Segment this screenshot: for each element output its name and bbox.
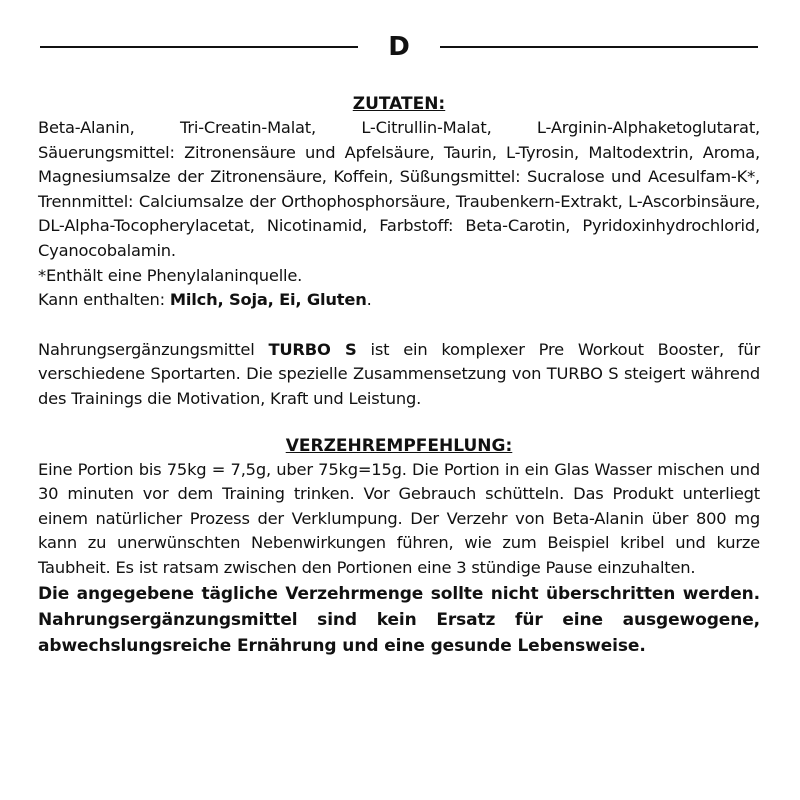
warning-text: Die angegebene tägliche Verzehrmenge sollte nicht überschritten werden. Nahrungsergänzungsmittel sind kein Ersatz für eine ausgewogene, abwechslungsreiche Ernährung und eine gesunde Lebensweise. <box>38 583 760 656</box>
allergen-list: Milch, Soja, Ei, Gluten <box>169 290 367 310</box>
ingredients-heading: ZUTATEN: <box>352 94 446 114</box>
recommendation-heading: VERZEHREMPFEHLUNG: <box>285 435 513 456</box>
header-rule-right <box>440 46 758 48</box>
product-description <box>38 338 760 412</box>
description-text: ist ein komplexer Pre Workout Booster, für verschiedene Sportarten. Die spezielle Zusammensetzung von TURBO S steigert während des Trainings die Motivation, Kraft und Leistung. <box>38 339 760 408</box>
phenylalanine-note: *Enthält eine Phenylalaninquelle. <box>38 265 303 285</box>
may-contain-line <box>38 288 760 313</box>
recommendation-text: Eine Portion bis 75kg = 7,5g, uber 75kg=15g. Die Portion in ein Glas Wasser mischen und 30 minuten vor dem Training trinken. Vor Gebrauch schütteln. Das Produkt unterliegt einem natürlicher Prozess der Verklumpung. Der Verzehr von Beta-Alanin über 800 mg kann zu unerwünschten Nebenwirkungen führen, wie zum Beispiel kribel und kurze Taubheit. Es ist ratsam zwischen den Portionen eine 3 stündige Pause einzuhalten. <box>38 459 760 577</box>
label-page <box>38 28 760 659</box>
ingredients-text: Beta-Alanin, Tri-Creatin-Malat, L-Citrullin-Malat, L-Arginin-Alphaketoglutarat, Säuerungsmittel: Zitronensäure und Apfelsäure, Taurin, L-Tyrosin, Maltodextrin, Aroma, Magnesiumsalze der Zitronensäure, Koffein, Süßungsmittel: Sucralose und Acesulfam-K*, Trennmittel: Calciumsalze der Orthophosphorsäure, Traubenkern-Extrakt, L-Ascorbinsäure, DL-Alpha-Tocopherylacetat, Nicotinamid, Farbstoff: Beta-Carotin, Pyridoxinhydrochlorid, Cyanocobalamin. <box>38 118 760 260</box>
product-name: TURBO S <box>268 339 357 359</box>
header-rule-left <box>40 46 358 48</box>
may-contain-prefix: Kann enthalten: <box>38 290 170 310</box>
may-contain-suffix: . <box>366 290 372 310</box>
language-letter: D <box>388 32 410 62</box>
language-header <box>38 28 760 68</box>
description-prefix: Nahrungsergänzungsmittel <box>38 339 269 359</box>
